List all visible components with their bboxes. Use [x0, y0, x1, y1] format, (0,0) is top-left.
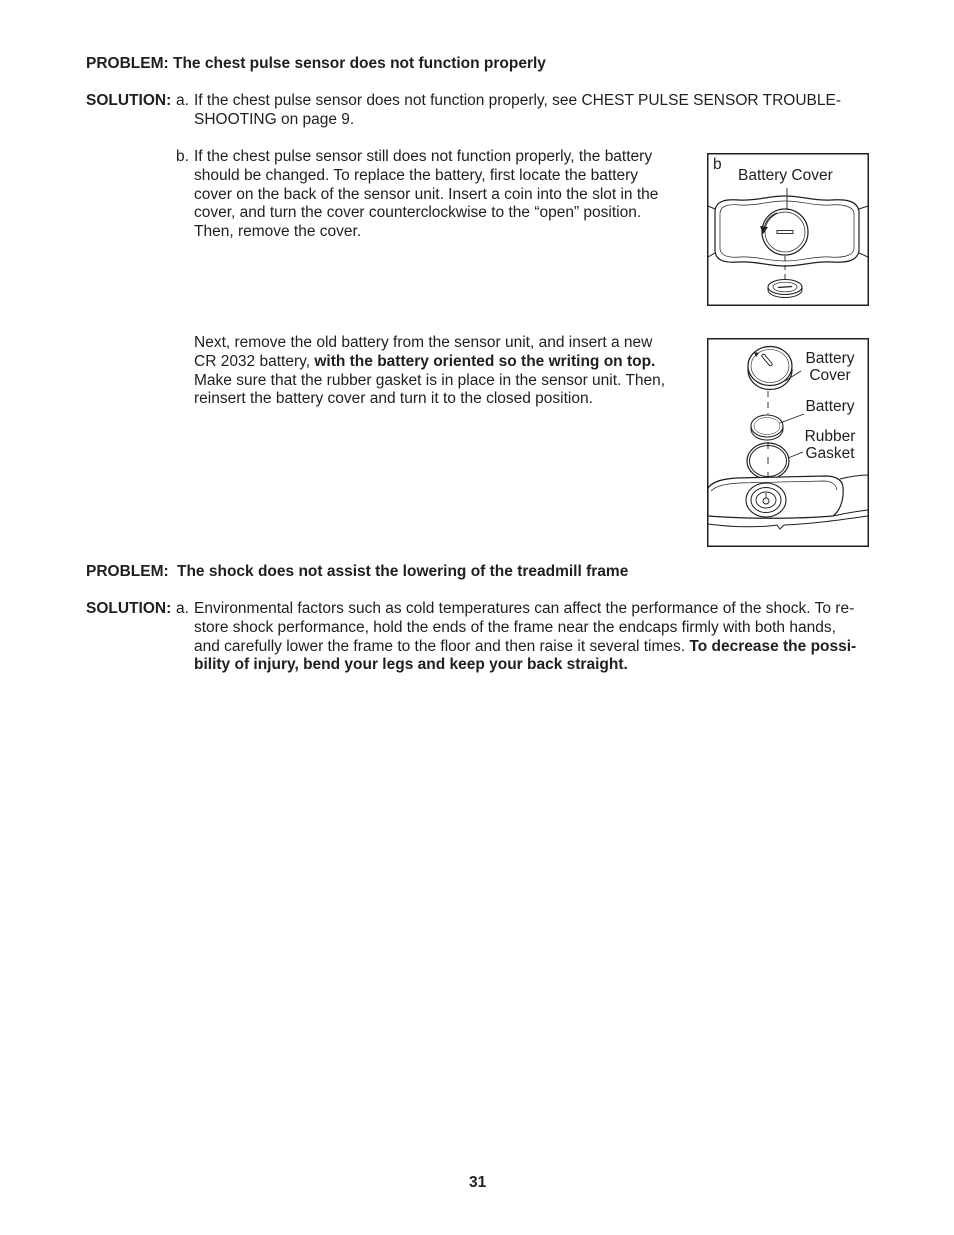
text-line: reinsert the battery cover and turn it to the closed position. [194, 390, 593, 408]
bold-text-run: To decrease the possi- [689, 637, 857, 655]
solution-label: SOLUTION: [86, 92, 172, 109]
battery-compartment [746, 483, 786, 517]
text-line: Make sure that the rubber gasket is in place in the sensor unit. Then, [194, 371, 666, 389]
battery-cover-label-line2: Cover [809, 367, 851, 384]
text-line: If the chest pulse sensor still does not function properly, the battery [194, 148, 653, 165]
step-b-continued-text [194, 334, 665, 409]
figure-battery-replacement [707, 338, 869, 547]
text-line: bility of injury, bend your legs and keep your back straight. [194, 656, 628, 674]
text-line: cover on the back of the sensor unit. Insert a coin into the slot in the [194, 185, 659, 203]
problem-heading: The chest pulse sensor does not function properly [173, 55, 546, 72]
problem-label: PROBLEM: [86, 55, 169, 72]
solution-label: SOLUTION: [86, 600, 172, 617]
text-line: Then, remove the cover. [194, 223, 362, 240]
text-line [194, 638, 856, 657]
page-number: 31 [469, 1174, 487, 1191]
figure-letter: b [713, 156, 722, 173]
text-line [194, 353, 665, 372]
text-run: and carefully lower the frame to the floor and then raise it several times. [194, 637, 686, 655]
problem-label: PROBLEM: [86, 563, 169, 580]
text-line: Environmental factors such as cold temperatures can affect the performance of the shock. To re- [194, 600, 855, 617]
battery-cover [748, 347, 792, 390]
bold-text-run: with the battery oriented so the writing on top. [314, 352, 656, 370]
step-a-text [194, 92, 841, 130]
battery-cover-label-line1: Battery [805, 350, 855, 367]
text-line: If the chest pulse sensor does not function properly, see CHEST PULSE SENSOR TROUBLE- [194, 92, 841, 109]
text-line: SHOOTING on page 9. [194, 110, 355, 128]
compartment-outer-ring [746, 483, 786, 517]
text-run: CR 2032 battery, [194, 352, 311, 370]
text-line: cover, and turn the cover counterclockwise to the “open” position. [194, 204, 642, 222]
battery-label: Battery [805, 398, 855, 415]
text-line: should be changed. To replace the battery, first locate the battery [194, 166, 639, 184]
battery-cover-label: Battery Cover [738, 167, 833, 184]
text-line: store shock performance, hold the ends of the frame near the endcaps firmly with both hands, [194, 618, 836, 636]
text-line: Next, remove the old battery from the sensor unit, and insert a new [194, 334, 653, 351]
rubber-gasket-label-line2: Gasket [805, 445, 855, 462]
battery-top [751, 415, 783, 437]
step-marker-a: a. [176, 92, 189, 109]
battery-cover-removed [768, 280, 802, 298]
step-b-text [194, 148, 658, 242]
step-a-text [194, 600, 856, 675]
figure-b-battery-cover [707, 153, 869, 306]
step-marker-a: a. [176, 600, 189, 617]
rubber-gasket-label-line1: Rubber [804, 428, 856, 445]
battery [751, 415, 783, 440]
problem-heading: The shock does not assist the lowering of the treadmill frame [177, 563, 629, 580]
battery-cover-installed [762, 209, 808, 255]
coin-slot [777, 231, 793, 234]
step-marker-b: b. [176, 148, 189, 165]
